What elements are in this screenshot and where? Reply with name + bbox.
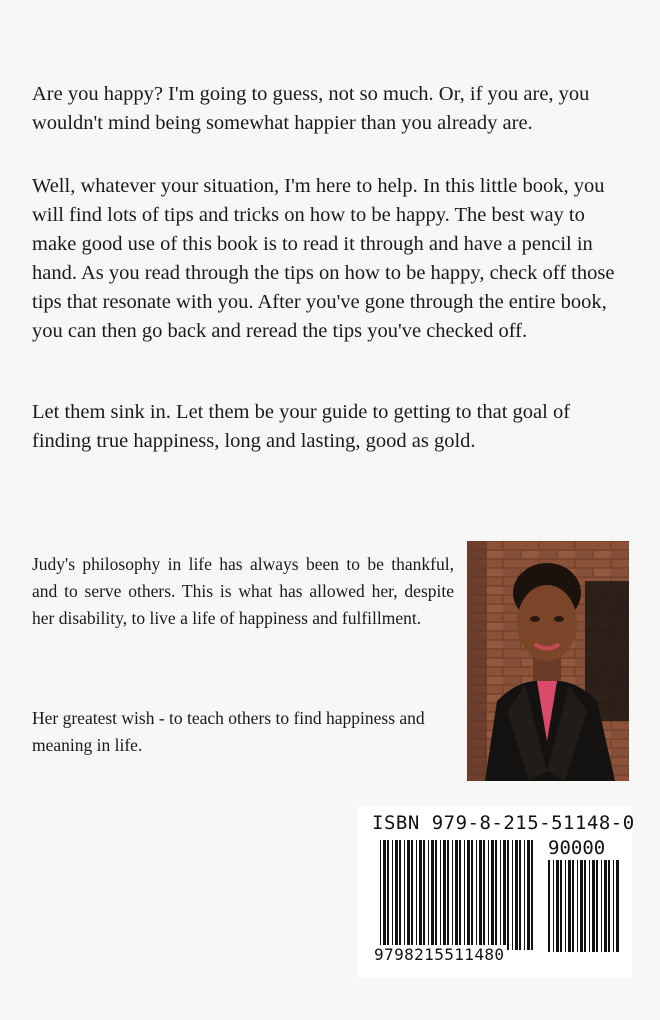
barcode-bar	[455, 840, 458, 950]
barcode-bar	[392, 840, 393, 950]
author-bio-paragraph-1: Judy's philosophy in life has always been to be thankful, and to serve others. This is what has allowed her, despite her disability, to live a life of happiness and fulfillment.	[32, 554, 454, 628]
barcode-bar	[580, 860, 583, 952]
barcode-bar	[512, 840, 513, 950]
barcode-bar	[556, 860, 559, 952]
price-barcode	[548, 860, 620, 952]
barcode-bar	[507, 840, 509, 950]
barcode-bar	[488, 840, 489, 950]
barcode-bar	[613, 860, 614, 952]
author-photo	[467, 541, 629, 781]
barcode-bar	[387, 840, 389, 950]
barcode-bar	[435, 840, 437, 950]
barcode-bar	[423, 840, 425, 950]
barcode-bar	[601, 860, 602, 952]
price-code-label: 90000	[548, 837, 606, 859]
ean-digits: 9798215511480	[374, 945, 505, 964]
barcode-bar	[471, 840, 473, 950]
barcode-bar	[604, 860, 607, 952]
barcode-bar	[524, 840, 525, 950]
barcode-bar	[515, 840, 518, 950]
barcode-bar	[476, 840, 477, 950]
barcode-bar	[440, 840, 441, 950]
intro-paragraph-2: Well, whatever your situation, I'm here to help. In this little book, you will find lots of tips and tricks on how to be happy. The best way to make good use of this book is to read it through and have a pencil in hand. As you read through the tips on how to be happy, check off those tips that resonate with you. After you've gone through the entire book, you can then go back and reread the tips you've checked off.	[32, 175, 615, 342]
barcode-bar	[519, 840, 521, 950]
barcode-bar	[467, 840, 470, 950]
ean-barcode	[380, 840, 536, 950]
author-bio-paragraph-2: Her greatest wish - to teach others to find happiness and meaning in life.	[32, 708, 425, 755]
isbn-label: ISBN 979-8-215-51148-0	[372, 812, 635, 834]
barcode-bar	[399, 840, 401, 950]
barcode-bar	[383, 840, 386, 950]
barcode-bar	[592, 860, 595, 952]
barcode-bar	[527, 840, 530, 950]
barcode-bar	[395, 840, 398, 950]
barcode-bar	[616, 860, 619, 952]
barcode-bar	[411, 840, 413, 950]
barcode-bar	[568, 860, 571, 952]
barcode-bar	[447, 840, 449, 950]
barcode-bar	[560, 860, 562, 952]
barcode-bar	[596, 860, 598, 952]
barcode-bar	[380, 840, 381, 950]
barcode-bar	[479, 840, 482, 950]
barcode-bar	[404, 840, 405, 950]
barcode-bar	[531, 840, 533, 950]
barcode-bar	[589, 860, 590, 952]
barcode-bar	[565, 860, 566, 952]
barcode-bar	[495, 840, 497, 950]
barcode-bar	[548, 860, 550, 952]
barcode-bar	[584, 860, 586, 952]
barcode-bar	[491, 840, 494, 950]
barcode-bar	[419, 840, 422, 950]
barcode-bar	[500, 840, 501, 950]
barcode-bar	[572, 860, 574, 952]
barcode-bar	[443, 840, 446, 950]
barcode-bar	[416, 840, 417, 950]
barcode-bar	[553, 860, 554, 952]
barcode-bar	[503, 840, 506, 950]
barcode-bar	[459, 840, 461, 950]
barcode-bar	[464, 840, 465, 950]
barcode-bar	[428, 840, 429, 950]
barcode-bar	[483, 840, 485, 950]
barcode-bar	[577, 860, 578, 952]
barcode-bar	[431, 840, 434, 950]
intro-paragraph-1: Are you happy? I'm going to guess, not so much. Or, if you are, you wouldn't mind being somewhat happier than you already are.	[32, 83, 590, 134]
barcode-bar	[608, 860, 610, 952]
barcode-bar	[407, 840, 410, 950]
barcode-bar	[452, 840, 453, 950]
intro-paragraph-3: Let them sink in. Let them be your guide to getting to that goal of finding true happiness, long and lasting, good as gold.	[32, 401, 571, 452]
